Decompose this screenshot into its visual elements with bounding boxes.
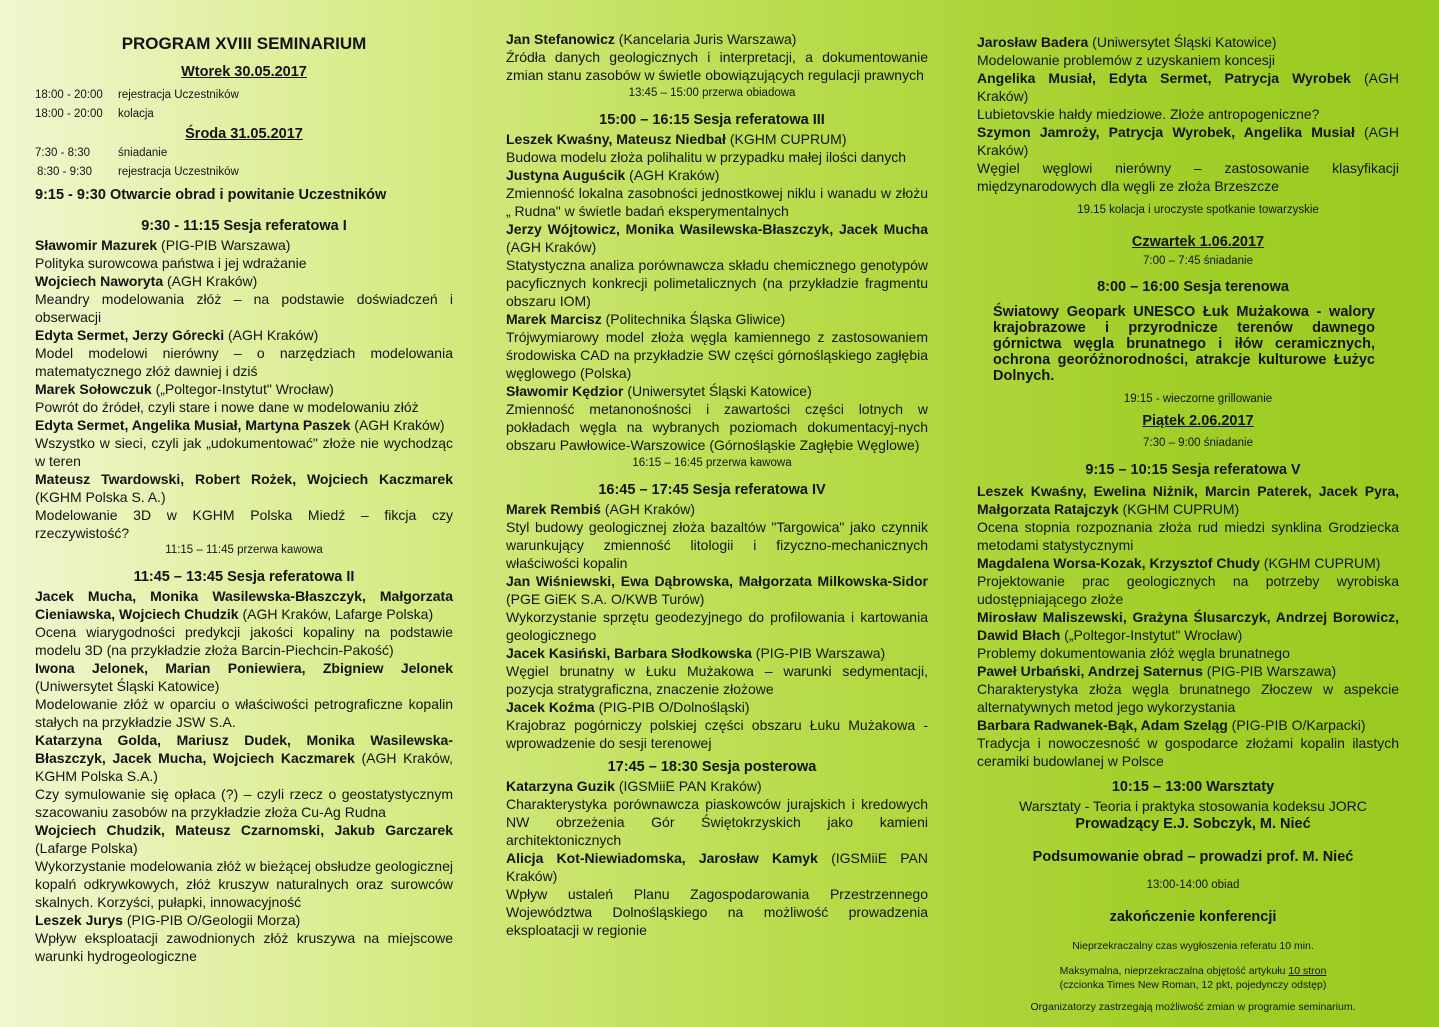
paper-authors: Barbara Radwanek-Bąk, Adam Szeląg [977, 717, 1228, 733]
workshop-heading: 10:15 – 13:00 Warsztaty [1111, 779, 1275, 795]
day-wednesday: Środa 31.05.2017 [185, 126, 303, 142]
paper-title: Projektowanie prac geologicznych na potrzeby wyrobiska udostępniającego złoże [977, 573, 1399, 607]
paper-authors-line [506, 220, 928, 256]
field-session-heading: 8:00 – 16:00 Sesja terenowa [1097, 279, 1289, 295]
paper-affiliation: (PIG-PIB Warszawa) [1202, 663, 1337, 679]
paper-authors-line [35, 416, 453, 434]
paper-authors: Jacek Mucha, Monika Wasilewska-Błaszczyk, Małgorzata Cieniawska, Wojciech Chudzik [35, 588, 453, 622]
breakfast-friday: 7:30 – 9:00 śniadanie [1143, 437, 1253, 449]
column-3 [977, 33, 1399, 1014]
paper-affiliation: (AGH Kraków) [350, 417, 445, 433]
paper-affiliation: (PIG-PIB O/Geologii Morza) [122, 912, 301, 928]
paper-affiliation: (IGSMiiE PAN Kraków) [614, 778, 762, 794]
paper-affiliation: (AGH Kraków, KGHM Polska S.A.) [35, 750, 453, 784]
session-1-papers [35, 236, 453, 542]
paper-affiliation: (AGH Kraków) [224, 327, 319, 343]
paper-authors: Edyta Sermet, Jerzy Górecki [35, 327, 225, 343]
column-1 [35, 33, 453, 965]
paper-authors: Jan Wiśniewski, Ewa Dąbrowska, Małgorzata Milkowska-Sidor [506, 573, 928, 589]
paper-authors: Katarzyna Golda, Mariusz Dudek, Monika Wasilewska-Błaszczyk, Jacek Mucha, Wojciech Kaczmarek [35, 732, 453, 766]
paper-affiliation: („Poltegor-Instytut" Wrocław) [1060, 627, 1243, 643]
paper-affiliation: (KGHM Polska S. A.) [35, 489, 166, 505]
paper-title: Problemy dokumentowania złóż węgla brunatnego [977, 645, 1290, 661]
paper-entry [506, 500, 928, 572]
paper-affiliation: (AGH Kraków) [977, 124, 1399, 158]
paper-authors: Jarosław Badera [977, 34, 1089, 50]
paper-entry [506, 644, 928, 698]
paper-title: Węgiel brunatny w Łuku Mużakowa – warunki sedymentacji, pozycja stratygraficzna, znaczenie złożowe [506, 663, 928, 697]
paper-entry [506, 382, 928, 454]
geopark-description: Światowy Geopark UNESCO Łuk Mużakowa - walory krajobrazowe i przyrodnicze terenów dawnego górnictwa węgla brunatnego i iłów ceramicznych, ochrona georóżnorodności, atrakcje kulturowe Łużyc Dolnych. [993, 304, 1375, 384]
paper-title: Charakterystyka porównawcza piaskowców jurajskich i kredowych NW obrzeżenia Gór Świętokrzyskich jako kamieni architektonicznych [506, 796, 928, 848]
paper-title: Meandry modelowania złóż – na podstawie doświadczeń i obserwacji [35, 291, 453, 325]
paper-affiliation: (PIG-PIB O/Dolnośląski) [594, 699, 750, 715]
paper-authors-line [506, 644, 928, 662]
workshop-lead: Prowadzący E.J. Sobczyk, M. Nieć [1075, 816, 1311, 832]
paper-authors: Jerzy Wójtowicz, Monika Wasilewska-Błaszczyk, Jacek Mucha [506, 221, 928, 237]
paper-authors: Jacek Koźma [506, 699, 595, 715]
poster-session-heading: 17:45 – 18:30 Sesja posterowa [607, 759, 817, 775]
paper-authors: Sławomir Mazurek [35, 237, 158, 253]
paper-entry [35, 587, 453, 659]
paper-title: Wszystko w sieci, czyli jak „udokumentować" złoże nie wychodząc w teren [35, 435, 453, 469]
paper-affiliation: (Uniwersytet Śląski Katowice) [1088, 34, 1277, 50]
paper-authors: Marek Rembiś [506, 501, 601, 517]
opening-line: 9:15 - 9:30 Otwarcie obrad i powitanie Uczestników [35, 187, 387, 203]
session-1-heading: 9:30 - 11:15 Sesja referatowa I [141, 218, 347, 234]
paper-authors-line [35, 911, 453, 929]
paper-entry [506, 572, 928, 644]
paper-title: Modelowanie złóż w oparciu o właściwości petrograficzne kopalin stałych na przykładzie JSW S.A. [35, 696, 453, 730]
paper-authors-line [506, 310, 928, 328]
paper-authors: Justyna Auguścik [506, 167, 626, 183]
paper-entry [35, 821, 453, 911]
paper-authors: Leszek Kwaśny, Ewelina Niżnik, Marcin Paterek, Jacek Pyra, Małgorzata Ratajczyk [977, 483, 1399, 517]
session-3-heading: 15:00 – 16:15 Sesja referatowa III [599, 112, 825, 128]
paper-authors-line [977, 716, 1399, 734]
paper-authors-line [35, 236, 453, 254]
paper-entry [35, 911, 453, 965]
paper-entry [35, 470, 453, 542]
paper-authors-line [35, 272, 453, 290]
paper-title: Lubietovskie hałdy miedziowe. Złoże antropogeniczne? [977, 106, 1320, 122]
paper-title: Powrót do źródeł, czyli stare i nowe dane w modelowaniu złóż [35, 399, 419, 415]
paper-authors-line [977, 662, 1399, 680]
poster-session-papers [506, 777, 928, 939]
paper-authors: Marek Marcisz [506, 311, 602, 327]
paper-entry [35, 731, 453, 821]
paper-authors-line [35, 380, 453, 398]
paper-entry [506, 30, 928, 84]
day-tuesday: Wtorek 30.05.2017 [181, 64, 307, 80]
paper-title: Krajobraz pogórniczy polskiej części obszaru Łuku Mużakowa - wprowadzenie do sesji terenowej [506, 717, 928, 751]
paper-entry [506, 220, 928, 310]
day1-schedule [35, 86, 453, 124]
paper-title: Budowa modelu złoża polihalitu w przypadku małej ilości danych [506, 149, 906, 165]
paper-title: Wykorzystanie sprzętu geodezyjnego do profilowania i kartowania geologicznego [506, 609, 928, 643]
paper-affiliation: (KGHM CUPRUM) [725, 131, 847, 147]
paper-authors-line [506, 166, 928, 184]
paper-authors: Alicja Kot-Niewiadomska, Jarosław Kamyk [506, 850, 818, 866]
paper-affiliation: (Kancelaria Juris Warszawa) [614, 31, 797, 47]
paper-title: Ocena wiarygodności predykcji jakości kopaliny na podstawie modelu 3D (na przykładzie złoża Barcin-Piechcin-Pakość) [35, 624, 453, 658]
coffee-break-2: 16:15 – 16:45 przerwa kawowa [632, 457, 792, 469]
column-2 [506, 30, 928, 939]
session-4-heading: 16:45 – 17:45 Sesja referatowa IV [598, 482, 826, 498]
schedule-row: 18:00 - 20:00 kolacja [35, 108, 154, 120]
paper-authors: Sławomir Kędzior [506, 383, 624, 399]
paper-entry [506, 849, 928, 939]
paper-title: Czy symulowanie się opłaca (?) – czyli rzecz o geostatystycznym szacowaniu zasobów na przykładzie złoża Cu-Ag Rudna [35, 786, 453, 820]
paper-authors: Szymon Jamroży, Patrycja Wyrobek, Angelika Musiał [977, 124, 1355, 140]
paper-authors-line [35, 731, 453, 785]
time-limit-note: Nieprzekraczalny czas wygłoszenia referatu 10 min. [1072, 940, 1314, 952]
paper-authors: Mateusz Twardowski, Robert Rożek, Wojciech Kaczmarek [35, 471, 453, 487]
paper-entry [506, 166, 928, 220]
paper-authors-line [977, 33, 1399, 51]
paper-authors: Leszek Kwaśny, Mateusz Niedbał [506, 131, 726, 147]
paper-block [506, 30, 928, 84]
paper-affiliation: (AGH Kraków) [163, 273, 258, 289]
paper-authors-line [35, 659, 453, 695]
paper-entry [506, 698, 928, 752]
paper-title: Węgiel węglowi nierówny – zastosowanie klasyfikacji międzynarodowych dla węgli ze złoża Brzeszcze [977, 160, 1399, 194]
grill-note: 19:15 - wieczorne grillowanie [1123, 393, 1273, 405]
paper-title: Zmienność lokalna zasobności jednostkowej niklu i wanadu w złożu „ Rudna" w świetle badań eksperymentalnych [506, 185, 928, 219]
paper-authors-line [506, 130, 928, 148]
paper-title: Modelowanie problemów z uzyskaniem koncesji [977, 52, 1276, 68]
paper-title: Styl budowy geologicznej złoża bazaltów "Targowica" jako czynnik warunkujący zmienność litologii i fizyczno-mechanicznych właściwości kopalin [506, 519, 928, 571]
paper-authors: Angelika Musiał, Edyta Sermet, Patrycja Wyrobek [977, 70, 1351, 86]
paper-entry [35, 380, 453, 416]
paper-affiliation: (PIG-PIB Warszawa) [157, 237, 291, 253]
paper-authors: Leszek Jurys [35, 912, 123, 928]
paper-affiliation: (AGH Kraków) [625, 167, 720, 183]
paper-affiliation: („Poltegor-Instytut" Wrocław) [151, 381, 334, 397]
session-2-papers [35, 587, 453, 965]
paper-authors-line [506, 500, 928, 518]
paper-affiliation: (AGH Kraków) [977, 70, 1399, 104]
paper-title: Wpływ eksploatacji zawodnionych złóż kruszywa na miejscowe warunki hydrogeologiczne [35, 930, 453, 964]
paper-authors: Wojciech Naworyta [35, 273, 164, 289]
session-4-papers [506, 500, 928, 752]
organizers-note: Organizatorzy zastrzegają możliwość zmian w programie seminarium. [1030, 1001, 1356, 1013]
day-friday: Piątek 2.06.2017 [1142, 413, 1254, 429]
paper-authors: Jan Stefanowicz [506, 31, 615, 47]
paper-authors-line [506, 382, 928, 400]
paper-affiliation: (AGH Kraków) [600, 501, 696, 517]
paper-authors: Iwona Jelonek, Marian Poniewiera, Zbigniew Jelonek [35, 660, 453, 676]
closing-heading: zakończenie konferencji [1109, 909, 1277, 925]
session-5-heading: 9:15 – 10:15 Sesja referatowa V [1085, 462, 1301, 478]
paper-authors-line [35, 326, 453, 344]
paper-entry [506, 777, 928, 849]
lunch-friday: 13:00-14:00 obiad [1146, 879, 1240, 891]
paper-title: Zmienność metanonośności i zawartości części lotnych w pokładach węgla na wybranych poziomach dokumentacyj-nych obszaru Pawłowice-Warszowice (Górnośląskie Zagłębie Węglowe) [506, 401, 928, 453]
paper-affiliation: (PIG-PIB Warszawa) [751, 645, 886, 661]
paper-entry [977, 716, 1399, 770]
paper-title: Wpływ ustaleń Planu Zagospodarowania Przestrzennego Województwa Dolnośląskiego na możliwość prowadzenia eksploatacji w regionie [506, 886, 928, 938]
paper-affiliation: (AGH Kraków, Lafarge Polska) [238, 606, 434, 622]
paper-authors: Mirosław Maliszewski, Grażyna Ślusarczyk, Andrzej Borowicz, Dawid Błach [977, 609, 1399, 643]
paper-entry [506, 130, 928, 166]
paper-title: Polityka surowcowa państwa i jej wdrażanie [35, 255, 307, 271]
paper-affiliation: (Uniwersytet Śląski Katowice) [623, 383, 812, 399]
paper-authors-line [35, 587, 453, 623]
paper-title: Źródła danych geologicznych i interpretacji, a dokumentowanie zmian stanu zasobów w świetle obowiązujących regulacji prawnych [506, 49, 928, 83]
paper-authors-line [506, 698, 928, 716]
paper-authors: Edyta Sermet, Angelika Musiał, Martyna Paszek [35, 417, 351, 433]
paper-authors-line [506, 849, 928, 885]
paper-title: Modelowanie 3D w KGHM Polska Miedź – fikcja czy rzeczywistość? [35, 507, 453, 541]
paper-authors: Jacek Kasiński, Barbara Słodkowska [506, 645, 752, 661]
paper-authors: Marek Sołowczuk [35, 381, 152, 397]
program-title: PROGRAM XVIII SEMINARIUM [121, 34, 367, 53]
session-2-heading: 11:45 – 13:45 Sesja referatowa II [133, 569, 355, 585]
session-3-papers [506, 130, 928, 454]
paper-title: Statystyczna analiza porównawcza składu chemicznego genotypów pacyficznych konkrecji polimetalicznych (na przykładzie fragmentu obszaru IOM) [506, 257, 928, 309]
paper-authors: Magdalena Worsa-Kozak, Krzysztof Chudy [977, 555, 1260, 571]
paper-entry [506, 310, 928, 382]
summary-heading: Podsumowanie obrad – prowadzi prof. M. Nieć [1032, 849, 1354, 865]
paper-title: Charakterystyka złoża węgla brunatnego Złoczew w aspekcie alternatywnych metod jego wykorzystania [977, 681, 1399, 715]
paper-entry [35, 659, 453, 731]
paper-affiliation: (PGE GiEK S.A. O/KWB Turów) [506, 591, 705, 607]
workshop-description: Warsztaty - Teoria i praktyka stosowania kodeksu JORC [1019, 798, 1367, 814]
paper-affiliation: (Uniwersytet Śląski Katowice) [35, 678, 220, 694]
page-limit-note: Maksymalna, nieprzekraczalna objętość artykułu 10 stron [1059, 965, 1327, 977]
paper-authors-line [506, 777, 928, 795]
paper-authors-line [977, 554, 1399, 572]
paper-authors: Paweł Urbański, Andrzej Saternus [977, 663, 1203, 679]
paper-entry [35, 416, 453, 470]
paper-authors-line [977, 69, 1399, 105]
paper-authors-line [977, 482, 1399, 518]
paper-affiliation: (KGHM CUPRUM) [1118, 501, 1240, 517]
paper-title: Trójwymiarowy model złoża węgla kamiennego z zastosowaniem środowiska CAD na przykładzie SW części górnośląskiego zagłębia węglowego (Polska) [506, 329, 928, 381]
schedule-row: 8:30 - 9:30 rejestracja Uczestników [37, 166, 239, 178]
paper-authors-line [35, 821, 453, 857]
paper-entry [977, 662, 1399, 716]
paper-affiliation: (IGSMiiE PAN Kraków) [506, 850, 929, 884]
paper-authors: Wojciech Chudzik, Mateusz Czarnomski, Jakub Garczarek [35, 822, 453, 838]
schedule-row: 7:30 - 8:30 śniadanie [35, 147, 168, 159]
paper-title: Tradycja i nowoczesność w gospodarce złożami kopalin ilastych ceramiki budowlanej w Polsce [977, 735, 1399, 769]
paper-authors: Katarzyna Guzik [506, 778, 615, 794]
breakfast-thursday: 7:00 – 7:45 śniadanie [1143, 255, 1253, 267]
day2-schedule [35, 144, 453, 182]
paper-entry [977, 608, 1399, 662]
schedule-row: 18:00 - 20:00 rejestracja Uczestników [35, 89, 239, 101]
coffee-break-1: 11:15 – 11:45 przerwa kawowa [165, 544, 323, 556]
paper-entry [977, 33, 1399, 69]
paper-affiliation: (AGH Kraków) [506, 239, 597, 255]
paper-block [977, 33, 1399, 195]
paper-entry [35, 272, 453, 326]
paper-entry [977, 554, 1399, 608]
paper-title: Ocena stopnia rozpoznania złoża rud miedzi synklina Grodziecka metodami statystycznymi [977, 519, 1399, 553]
paper-title: Model modelowi nierówny – o narzędziach modelowania matematycznego złóż dawniej i dziś [35, 345, 453, 379]
paper-entry [977, 123, 1399, 195]
paper-entry [977, 482, 1399, 554]
paper-authors-line [977, 608, 1399, 644]
paper-title: Wykorzystanie modelowania złóż w bieżącej obsłudze geologicznej kopalń odkrywkowych, złóż kruszyw naturalnych oraz surowców skalnych. Korzyści, pułapki, innowacyjność [35, 858, 453, 910]
paper-affiliation: (Politechnika Śląska Gliwice) [601, 311, 786, 327]
paper-affiliation: (KGHM CUPRUM) [1259, 555, 1381, 571]
paper-entry [35, 236, 453, 272]
paper-affiliation: (Lafarge Polska) [35, 840, 138, 856]
paper-affiliation: (PIG-PIB O/Karpacki) [1227, 717, 1366, 733]
paper-authors-line [977, 123, 1399, 159]
paper-authors-line [35, 470, 453, 506]
paper-entry [35, 326, 453, 380]
paper-authors-line [506, 572, 928, 608]
font-note: (czcionka Times New Roman, 12 pkt, pojedynczy odstęp) [1059, 979, 1327, 991]
dinner-note: 19.15 kolacja i uroczyste spotkanie towarzyskie [1077, 204, 1319, 216]
day-thursday: Czwartek 1.06.2017 [1131, 234, 1265, 250]
lunch-break: 13:45 – 15:00 przerwa obiadowa [628, 87, 796, 99]
paper-entry [977, 69, 1399, 123]
session-5-papers [977, 482, 1399, 770]
